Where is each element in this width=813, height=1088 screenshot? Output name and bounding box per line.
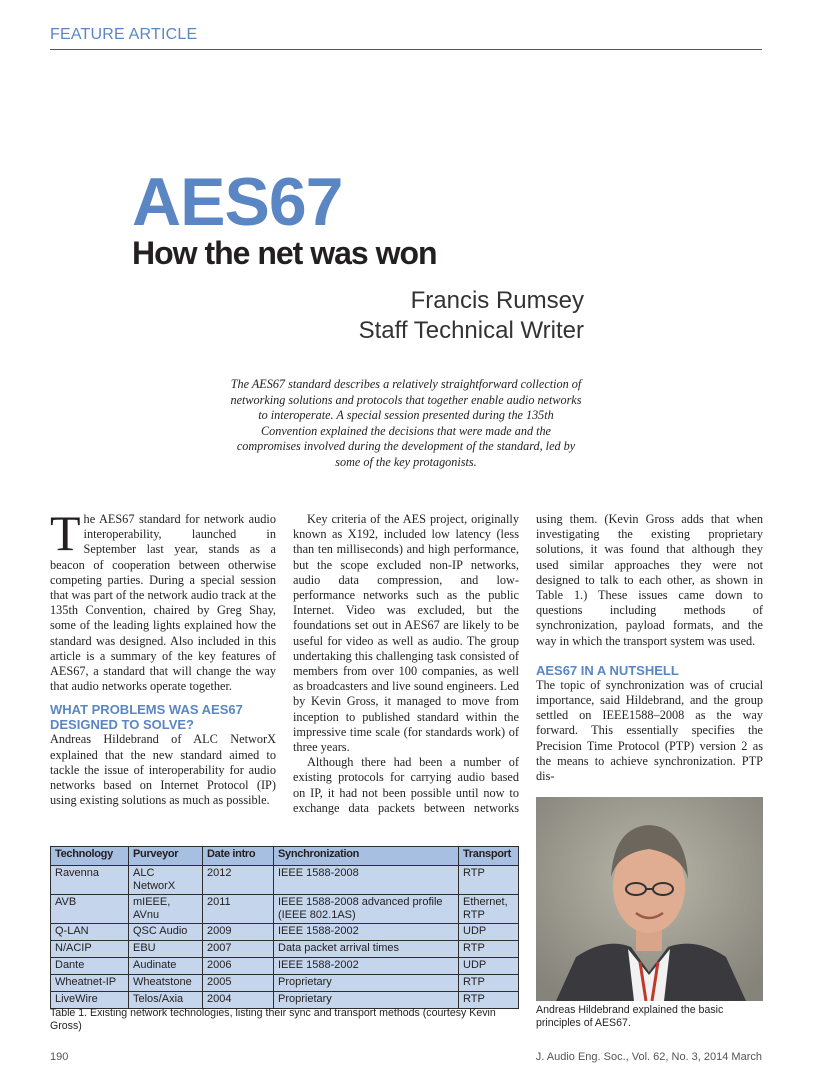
table-cell: ALC NetworX: [129, 866, 203, 895]
table-cell: Data packet arrival times: [274, 941, 459, 958]
paragraph-problems: Andreas Hildebrand of ALC NetworX explained that the new standard aimed to tackle the issue of interoperability for audio networks based on Internet Protocol (IP) using existing solutions as much as possible.: [50, 732, 276, 808]
table-cell: 2007: [203, 941, 274, 958]
paragraph-nutshell: The topic of synchronization was of crucial importance, said Hildebrand, and the group settled on IEEE1588–2008 as the way forward. This essentially specifies the Precision Time Protocol (PTP) version 2 as the means to achieve synchronization. PTP dis-: [536, 677, 763, 784]
table-cell: IEEE 1588-2002: [274, 924, 459, 941]
table-cell: 2004: [203, 992, 274, 1009]
table-cell: Proprietary: [274, 992, 459, 1009]
drop-cap: T: [50, 505, 81, 561]
table-cell: 2012: [203, 866, 274, 895]
table-cell: 2009: [203, 924, 274, 941]
table-cell: 2005: [203, 975, 274, 992]
section-heading-problems: WHAT PROBLEMS WAS AES67 DESIGNED TO SOLVE?: [50, 702, 243, 733]
table-cell: N/ACIP: [51, 941, 129, 958]
journal-citation: J. Audio Eng. Soc., Vol. 62, No. 3, 2014 March: [535, 1051, 762, 1063]
table-cell: Wheatnet-IP: [51, 975, 129, 992]
table-caption: Table 1. Existing network technologies, listing their sync and transport methods (courtesy Kevin Gross): [50, 1007, 496, 1032]
table-cell: EBU: [129, 941, 203, 958]
table-header: Technology: [51, 847, 129, 866]
table-cell: QSC Audio: [129, 924, 203, 941]
intro-text: he AES67 standard for network audio interoperability, launched in September last year, stands as a beacon of cooperation between otherwise competing parties. During a special session that was part of the network audio track at the 135th Convention, chaired by Greg Shay, some of the leading lights explained how the standard was designed. Also included in this article is a summary of the key features of AES67, a standard that will change the way that audio networks operate together.: [50, 512, 276, 694]
table-row: [51, 958, 519, 975]
table-cell: Ravenna: [51, 866, 129, 895]
table-row: [51, 992, 519, 1009]
table-cell: Wheatstone: [129, 975, 203, 992]
table-cell: RTP: [459, 992, 519, 1009]
table-cell: 2006: [203, 958, 274, 975]
paragraph-intro: [50, 505, 276, 694]
table-cell: UDP: [459, 958, 519, 975]
page-number: 190: [50, 1051, 69, 1063]
table-cell: IEEE 1588-2008 advanced profile (IEEE 802.1AS): [274, 895, 459, 924]
article-subtitle: How the net was won: [132, 235, 437, 271]
table-cell: Proprietary: [274, 975, 459, 992]
author-name: Francis Rumsey: [410, 287, 584, 314]
portrait-illustration: [536, 797, 763, 1001]
table-header: Date intro: [203, 847, 274, 866]
table-cell: AVB: [51, 895, 129, 924]
table-row: [51, 866, 519, 895]
header-rule: [50, 49, 762, 50]
table-cell: IEEE 1588-2002: [274, 958, 459, 975]
table-cell: Telos/Axia: [129, 992, 203, 1009]
table-header: Purveyor: [129, 847, 203, 866]
table-cell: RTP: [459, 866, 519, 895]
table-cell: RTP: [459, 941, 519, 958]
table-cell: IEEE 1588-2008: [274, 866, 459, 895]
text-column-3: [536, 512, 763, 784]
table-cell: Audinate: [129, 958, 203, 975]
table-cell: RTP: [459, 975, 519, 992]
text-column-2: [293, 512, 519, 815]
table-header: Synchronization: [274, 847, 459, 866]
table-cell: LiveWire: [51, 992, 129, 1009]
article-title: AES67: [132, 164, 343, 240]
table-header-row: [51, 847, 519, 866]
table-header: Transport: [459, 847, 519, 866]
article-abstract: The AES67 standard describes a relatively straightforward collection of networking solutions and protocols that together enable audio networks to interoperate. A special session presented during the 135th Convention explained the decisions that were made and the compromises involved during the development of the standard, led by some of the key protagonists.: [230, 377, 582, 469]
table-cell: Ethernet, RTP: [459, 895, 519, 924]
table-cell: Dante: [51, 958, 129, 975]
text-column-1: [50, 505, 276, 808]
table-row: [51, 941, 519, 958]
portrait-photo: [536, 797, 763, 1001]
table-cell: mIEEE, AVnu: [129, 895, 203, 924]
section-label: FEATURE ARTICLE: [50, 26, 198, 43]
author-role: Staff Technical Writer: [358, 317, 584, 344]
table-row: [51, 895, 519, 924]
paragraph-criteria: Key criteria of the AES project, originally known as X192, included low latency (less than ten milliseconds) and high performance, but the scope excluded non-IP networks, audio data compression, and low-performance networks such as the public Internet. Video was excluded, but the foundations set out in AES67 are likely to be useful for video as well as audio. The group undertaking this challenging task consisted of members from over 100 companies, as well as broadcasters and live sound engineers. Led by Kevin Gross, it managed to move from inception to published standard within the impressive time scale (for standards work) of three years.: [293, 512, 519, 755]
table-cell: UDP: [459, 924, 519, 941]
paragraph-protocols-continued: using them. (Kevin Gross adds that when investigating the existing proprietary solutions, it was found that although they used similar approaches they were not designed to talk to each other, as shown in Table 1.) These issues came down to questions including methods of synchronization, payload formats, and the way in which the transport system was used.: [536, 512, 763, 648]
table-row: [51, 924, 519, 941]
technology-table: [50, 846, 519, 1009]
section-heading-nutshell: AES67 IN A NUTSHELL: [536, 662, 679, 678]
table-row: [51, 975, 519, 992]
table-cell: 2011: [203, 895, 274, 924]
table-cell: Q-LAN: [51, 924, 129, 941]
paragraph-protocols: Although there had been a number of existing protocols for carrying audio based on IP, it had not been possible until now to exchange data packets between networks: [293, 755, 519, 815]
photo-caption: Andreas Hildebrand explained the basic principles of AES67.: [536, 1004, 724, 1029]
author-block: [359, 286, 584, 346]
